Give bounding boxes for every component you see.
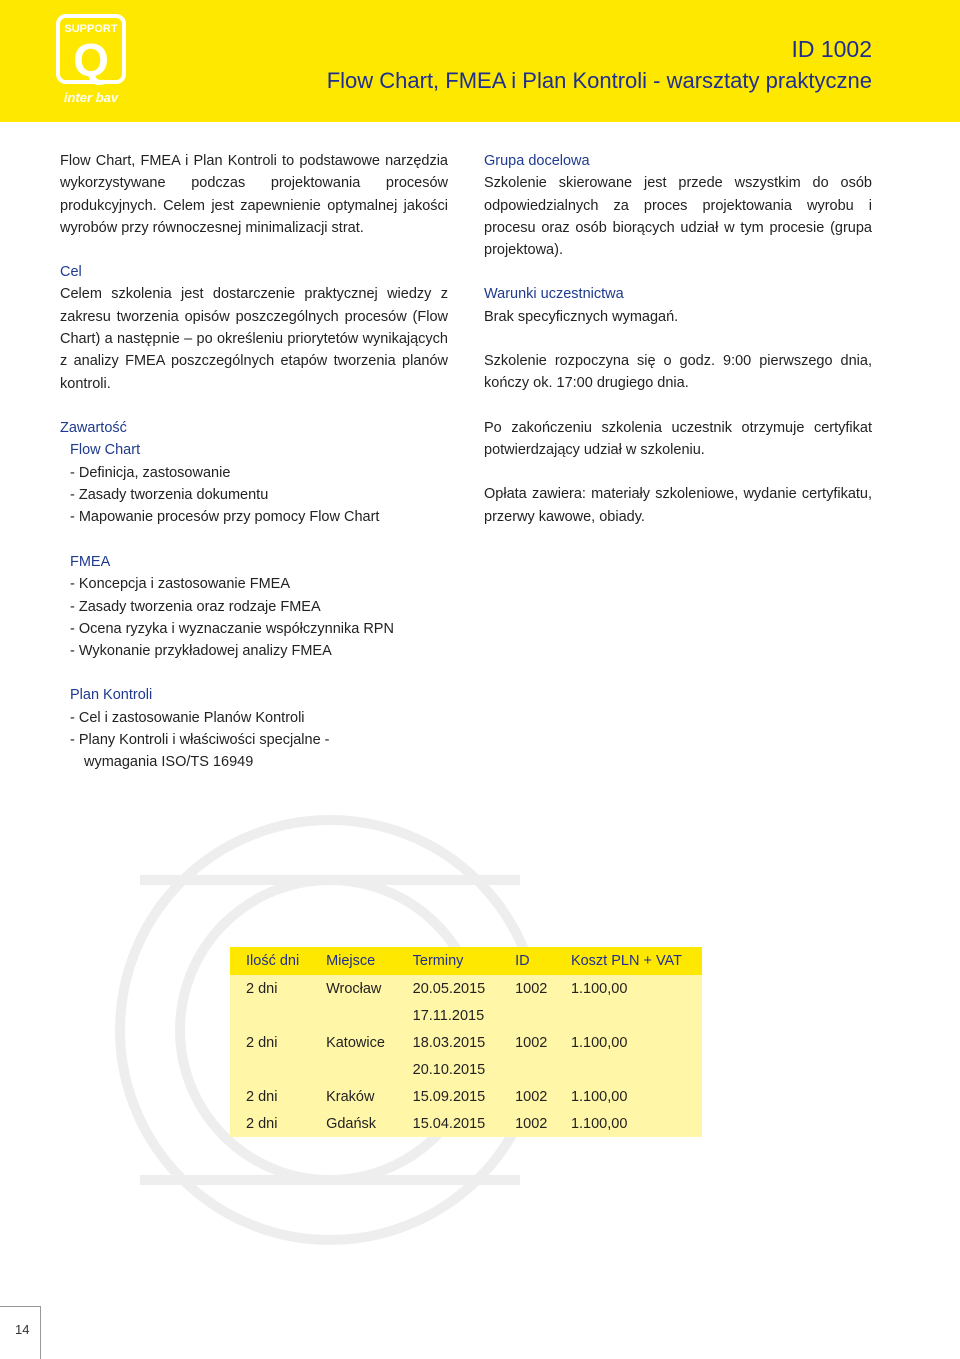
flow-item: - Definicja, zastosowanie [70,464,231,481]
cell-date: 20.10.2015 [412,1061,486,1078]
cell-cost [555,1002,702,1029]
fmea-item: - Ocena ryzyka i wyznaczanie współczynnika RPN [70,620,394,637]
certificate-paragraph: Po zakończeniu szkolenia uczestnik otrzymuje certyfikat potwierdzający udział w szkoleniu. [484,419,872,458]
cell-days [230,1056,310,1083]
cell-id: 1002 [515,980,548,997]
cell-place: Gdańsk [326,1115,377,1132]
cell-date: 18.03.2015 [412,1034,486,1051]
plan-heading: Plan Kontroli [70,687,153,704]
cell-place [310,1056,397,1083]
fmea-heading: FMEA [70,554,111,570]
cell-place [310,1002,397,1029]
cell-days: 2 dni [246,1034,278,1051]
lower-section [70,551,470,774]
header-place: Miejsce [326,953,376,969]
table-header-row [230,947,702,975]
schedule-table [230,947,702,1137]
header-dates: Terminy [412,953,464,969]
cell-date: 15.04.2015 [412,1115,486,1132]
flow-chart-heading: Flow Chart [70,442,141,459]
cell-place: Wrocław [326,980,382,997]
support-q-logo [56,14,126,110]
cell-days: 2 dni [246,980,278,997]
fee-paragraph: Opłata zawiera: materiały szkoleniowe, wydanie certyfikatu, przerwy kawowe, obiady. [484,486,872,525]
cell-place: Kraków [326,1088,375,1105]
flow-item: - Mapowanie procesów przy pomocy Flow Chart [70,509,380,526]
schedule-paragraph: Szkolenie rozpoczyna się o godz. 9:00 pierwszego dnia, kończy ok. 17:00 drugiego dnia. [484,353,872,392]
logo-letter: Q [73,34,109,86]
grupa-heading: Grupa docelowa [484,153,590,169]
cell-id: 1002 [515,1034,548,1051]
table-row [230,1029,702,1056]
cell-date: 17.11.2015 [412,1007,485,1024]
logo-text-bottom: inter bav [63,90,119,105]
cell-days: 2 dni [246,1115,278,1132]
fmea-item: - Zasady tworzenia oraz rodzaje FMEA [70,598,321,615]
cell-date: 20.05.2015 [412,980,486,997]
page-number-box [0,1306,41,1359]
cell-date: 15.09.2015 [412,1088,486,1105]
cell-cost [555,1056,702,1083]
table-row [230,1002,702,1029]
page-header [0,0,960,122]
warunki-paragraph: Brak specyficznych wymagań. [484,308,679,325]
cel-paragraph: Celem szkolenia jest dostarczenie praktycznej wiedzy z zakresu tworzenia opisów poszczególnych procesów (Flow Chart) a następnie – po określeniu priorytetów wynikających z analizy FMEA poszczególnych etapów tworzenia planów kontroli. [60,286,448,392]
cell-id: 1002 [515,1115,548,1132]
cell-cost: 1.100,00 [570,1088,628,1105]
fmea-item: - Koncepcja i zastosowanie FMEA [70,576,291,593]
page-number: 14 [15,1322,30,1337]
cell-days: 2 dni [246,1088,278,1105]
header-cost: Koszt PLN + VAT [570,953,683,969]
header-id: ID [515,953,530,969]
cell-cost: 1.100,00 [570,1034,628,1051]
plan-item: - Plany Kontroli i właściwości specjalne - [70,732,330,749]
plan-item-continuation: wymagania ISO/TS 16949 [84,754,254,771]
zawartosc-heading: Zawartość [60,419,127,436]
intro-paragraph: Flow Chart, FMEA i Plan Kontroli to podstawowe narzędzia wykorzystywane podczas projektowania procesów produkcyjnych. Celem jest zapewnienie optymalnej jakości wyrobów przy równoczesnej minimalizacji strat. [60,153,448,236]
header-days: Ilość dni [246,953,300,969]
fmea-item: - Wykonanie przykładowej analizy FMEA [70,643,332,660]
logo-text-top: SUPPORT [64,23,118,35]
table-row [230,1110,702,1137]
course-title: Flow Chart, FMEA i Plan Kontroli - warsztaty praktyczne [326,68,872,93]
plan-item: - Cel i zastosowanie Planów Kontroli [70,709,305,726]
cell-cost: 1.100,00 [570,1115,628,1132]
course-id: ID 1002 [791,36,872,62]
cell-days [230,1002,310,1029]
flow-item: - Zasady tworzenia dokumentu [70,486,269,503]
cell-id: 1002 [515,1088,548,1105]
table-row [230,1056,702,1083]
left-column [60,150,448,528]
warunki-heading: Warunki uczestnictwa [484,286,624,303]
right-column [484,150,872,528]
cell-place: Katowice [326,1034,385,1051]
cell-id [499,1056,555,1083]
cel-heading: Cel [60,264,82,281]
grupa-paragraph: Szkolenie skierowane jest przede wszystkim do osób odpowiedzialnych za proces projektowania wyrobu i procesu oraz osób biorących udział w tym procesie (grupa projektowa). [484,175,872,259]
table-row [230,1083,702,1110]
cell-id [499,1002,555,1029]
cell-cost: 1.100,00 [570,980,628,997]
table-row [230,975,702,1002]
